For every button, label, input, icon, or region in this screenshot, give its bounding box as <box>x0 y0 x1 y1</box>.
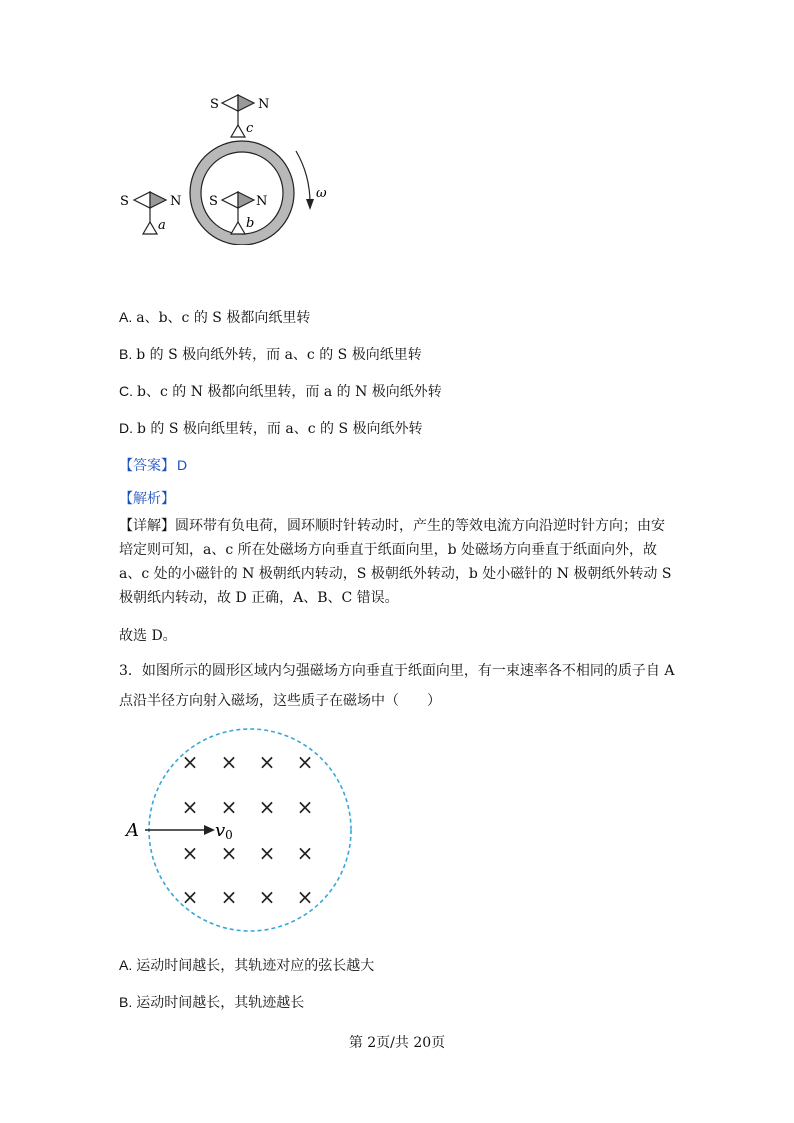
velocity-arrow-icon <box>204 825 215 835</box>
field-cross-icon: × <box>181 750 199 774</box>
q3-option-a: A. 运动时间越长，其轨迹对应的弦长越大 <box>119 957 375 974</box>
label-point-a: A <box>126 820 139 841</box>
q2-option-b: B. b 的 S 极向纸外转，而 a、c 的 S 极向纸里转 <box>119 346 422 363</box>
q3-option-b: B. 运动时间越长，其轨迹越长 <box>119 994 305 1011</box>
rotation-arrow-icon <box>296 151 314 210</box>
answer-value: D <box>177 457 188 473</box>
answer-tag: 【答案】 <box>119 457 175 473</box>
field-cross-icon: × <box>258 795 276 819</box>
detail-tag: 【详解】 <box>119 518 175 534</box>
ring-magnet-figure <box>110 85 340 245</box>
field-cross-icon: × <box>220 750 238 774</box>
field-cross-icon: × <box>258 841 276 865</box>
label-n-mid: N <box>256 194 268 209</box>
label-s-top: S <box>210 97 219 112</box>
field-cross-icon: × <box>181 841 199 865</box>
label-n-left: N <box>170 194 182 209</box>
label-c: c <box>246 121 254 136</box>
label-s-left: S <box>120 194 129 209</box>
field-cross-icon: × <box>181 795 199 819</box>
page-footer: 第 2页/共 20页 <box>348 1035 446 1051</box>
label-a: a <box>158 218 166 233</box>
field-cross-icon: × <box>296 750 314 774</box>
q2-option-d: D. b 的 S 极向纸里转，而 a、c 的 S 极向纸外转 <box>119 420 423 437</box>
field-cross-icon: × <box>220 795 238 819</box>
field-cross-icon: × <box>296 885 314 909</box>
field-cross-icon: × <box>220 885 238 909</box>
detail-paragraph <box>119 514 675 610</box>
field-cross-icon: × <box>296 841 314 865</box>
field-cross-icon: × <box>181 885 199 909</box>
field-cross-icon: × <box>258 750 276 774</box>
field-cross-icon: × <box>220 841 238 865</box>
label-v0: v0 <box>215 820 233 842</box>
label-omega: ω <box>316 186 327 201</box>
field-cross-icon: × <box>296 795 314 819</box>
field-cross-icon: × <box>258 885 276 909</box>
label-b: b <box>246 216 255 231</box>
label-s-mid: S <box>209 194 218 209</box>
detail-text: 圆环带有负电荷，圆环顺时针转动时，产生的等效电流方向沿逆时针方向；由安培定则可知，a、c 所在处磁场方向垂直于纸面向里，b 处磁场方向垂直于纸面向外，故 a、c 处的小磁针的 N 极朝纸内转动，S 极朝纸外转动，b 处小磁针的 N 极朝纸外转动 S 极朝纸内转动，故 D 正确，A、B、C 错误。 <box>119 518 672 606</box>
analysis-tag: 【解析】 <box>119 490 175 506</box>
q2-option-a: A. a、b、c 的 S 极都向纸里转 <box>119 309 311 326</box>
label-n-top: N <box>258 97 270 112</box>
answer-line <box>119 456 187 474</box>
ring-inner <box>201 152 283 234</box>
q2-option-c: C. b、c 的 N 极都向纸里转，而 a 的 N 极向纸外转 <box>119 383 442 400</box>
circular-field-figure <box>120 720 360 950</box>
q3-stem: 3．如图所示的圆形区域内匀强磁场方向垂直于纸面向里，有一束速率各不相同的质子自 A 点沿半径方向射入磁场，这些质子在磁场中（ ） <box>119 663 675 709</box>
detail-conclusion: 故选 D。 <box>119 628 177 644</box>
